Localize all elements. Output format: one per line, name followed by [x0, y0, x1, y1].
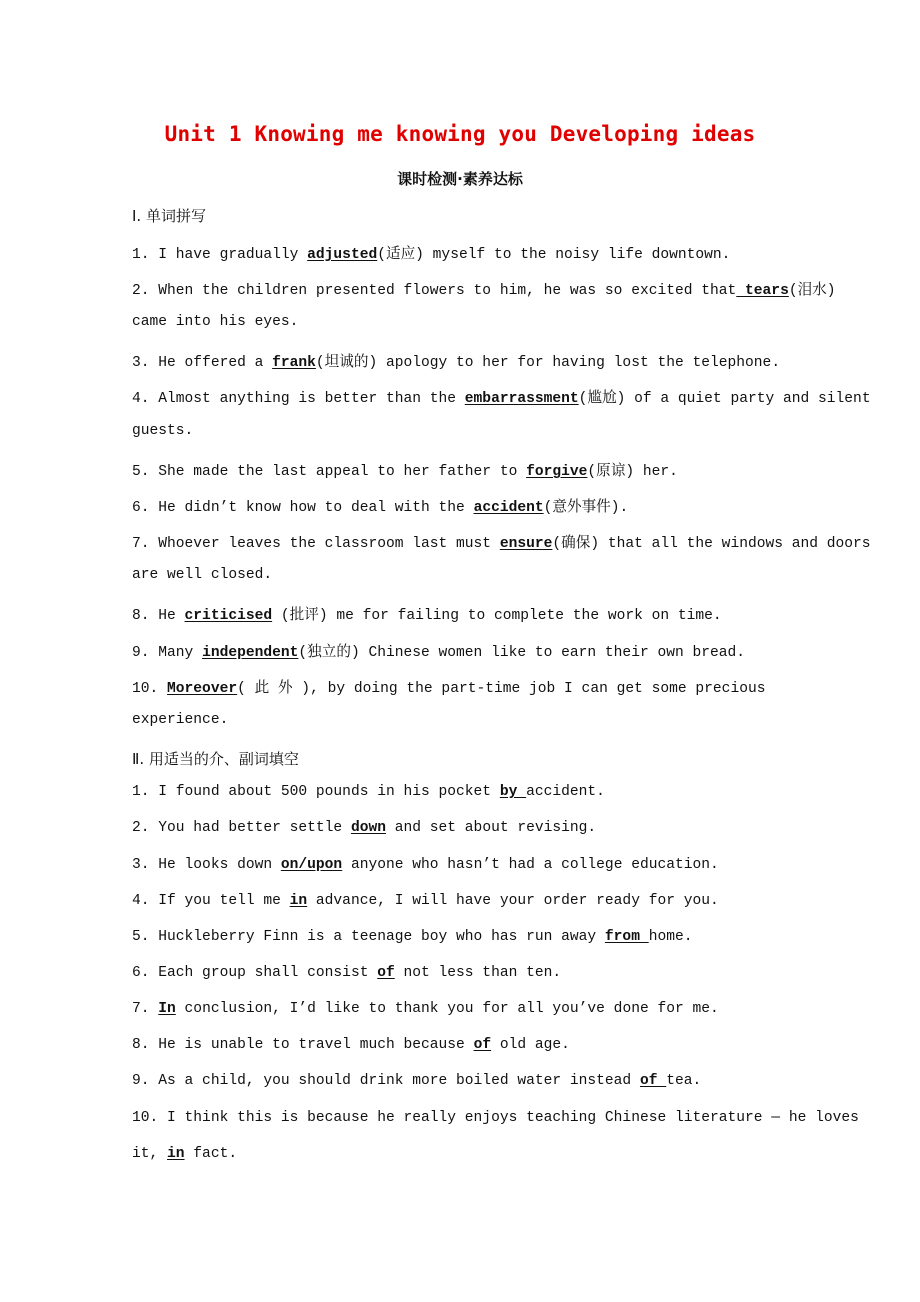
s1-item-5 [132, 459, 832, 480]
s2-item-10 [132, 1110, 859, 1126]
s1-item-10 [132, 676, 832, 697]
answer: frank [272, 355, 316, 371]
item-text: (尴尬) of a quiet party and silent [578, 391, 871, 407]
answer: on/upon [280, 857, 343, 873]
s1-item-4 [132, 386, 871, 407]
s2-item-6 [132, 965, 832, 981]
answer: in [289, 893, 308, 909]
s2-item-1 [132, 784, 832, 800]
item-text: conclusion, I’d like to thank you for all you’ve done for me. [175, 1001, 719, 1017]
item-text: old age. [491, 1037, 570, 1053]
s2-item-4 [132, 893, 832, 909]
item-text: (泪水) [788, 283, 836, 299]
item-text: (坦诚的) apology to her for having lost the telephone. [315, 355, 781, 371]
answer: Moreover [167, 681, 238, 697]
page-subtitle: 课时检测·素养达标 [397, 170, 523, 188]
s1-item-6 [132, 495, 832, 516]
s1-item-4-cont: guests. [132, 423, 194, 439]
item-text: 5. She made the last appeal to her father to [132, 464, 527, 480]
s2-item-7 [132, 1001, 832, 1017]
item-text: 1. I found about 500 pounds in his pocket [132, 784, 500, 800]
item-text: tea. [666, 1073, 702, 1089]
answer: forgive [526, 464, 588, 480]
s1-item-8 [132, 603, 832, 624]
s1-item-7-cont: are well closed. [132, 567, 273, 583]
s2-item-2 [132, 820, 832, 836]
item-text: anyone who hasn’t had a college education. [342, 857, 719, 873]
s1-item-2 [132, 278, 836, 299]
s1-item-9 [132, 640, 832, 661]
item-text: ( 此 外 ), by doing the part-time job I can get some precious [237, 681, 766, 697]
answer: embarrassment [464, 391, 579, 407]
s2-item-3 [132, 857, 832, 873]
item-text: (原谅) her. [587, 464, 678, 480]
s1-item-1 [132, 242, 832, 263]
item-text: 10. I think this is because he really enjoys teaching Chinese literature — he loves [132, 1110, 859, 1126]
item-text: 2. You had better settle [132, 820, 351, 836]
answer: adjusted [307, 247, 378, 263]
section1-heading: Ⅰ. 单词拼写 [132, 207, 206, 225]
answer: down [350, 820, 386, 836]
s2-item-10-cont [132, 1146, 832, 1162]
s1-item-3 [132, 350, 832, 371]
s1-item-2-cont: came into his eyes. [132, 314, 299, 330]
answer: ensure [499, 536, 553, 552]
item-text: 7. [132, 1001, 159, 1017]
item-text: home. [648, 929, 693, 945]
item-text: 6. He didn’t know how to deal with the [132, 500, 474, 516]
page-title: Unit 1 Knowing me knowing you Developing ideas [164, 122, 756, 146]
item-text: 3. He offered a [132, 355, 273, 371]
answer: from [604, 929, 649, 945]
item-text: not less than ten. [394, 965, 562, 981]
item-text: and set about revising. [385, 820, 597, 836]
answer: by [499, 784, 527, 800]
item-text: accident. [526, 784, 605, 800]
item-text: 6. Each group shall consist [132, 965, 378, 981]
item-text: it, [132, 1146, 168, 1162]
item-text: 9. Many [132, 645, 203, 661]
answer: independent [202, 645, 299, 661]
item-text: 1. I have gradually [132, 247, 308, 263]
answer: of [377, 965, 395, 981]
item-text: 9. As a child, you should drink more boiled water instead [132, 1073, 640, 1089]
s2-item-8 [132, 1037, 832, 1053]
answer: of [639, 1073, 667, 1089]
s1-item-10-cont: experience. [132, 712, 229, 728]
s2-item-9 [132, 1073, 832, 1089]
item-text: 5. Huckleberry Finn is a teenage boy who has run away [132, 929, 605, 945]
item-text: advance, I will have your order ready for you. [307, 893, 719, 909]
section2-heading: Ⅱ. 用适当的介、副词填空 [132, 750, 299, 768]
s2-item-5 [132, 929, 832, 945]
item-text: 8. He [132, 608, 185, 624]
item-text: 7. Whoever leaves the classroom last must [132, 536, 500, 552]
answer: criticised [184, 608, 273, 624]
answer: in [167, 1146, 185, 1162]
item-text: 8. He is unable to travel much because [132, 1037, 474, 1053]
s1-item-7 [132, 531, 871, 552]
item-text: 4. If you tell me [132, 893, 290, 909]
item-text: (批评) me for failing to complete the work on time. [272, 608, 722, 624]
answer: tears [736, 283, 789, 299]
item-text: (确保) that all the windows and doors [552, 536, 871, 552]
item-text: 10. [132, 681, 168, 697]
item-text: (意外事件). [543, 500, 629, 516]
item-text: fact. [184, 1146, 238, 1162]
item-text: (适应) myself to the noisy life downtown. [377, 247, 731, 263]
item-text: 3. He looks down [132, 857, 281, 873]
item-text: 4. Almost anything is better than the [132, 391, 465, 407]
item-text: (独立的) Chinese women like to earn their own bread. [298, 645, 746, 661]
item-text: 2. When the children presented flowers to him, he was so excited that [132, 283, 737, 299]
answer: of [473, 1037, 492, 1053]
answer: In [158, 1001, 176, 1017]
answer: accident [473, 500, 544, 516]
